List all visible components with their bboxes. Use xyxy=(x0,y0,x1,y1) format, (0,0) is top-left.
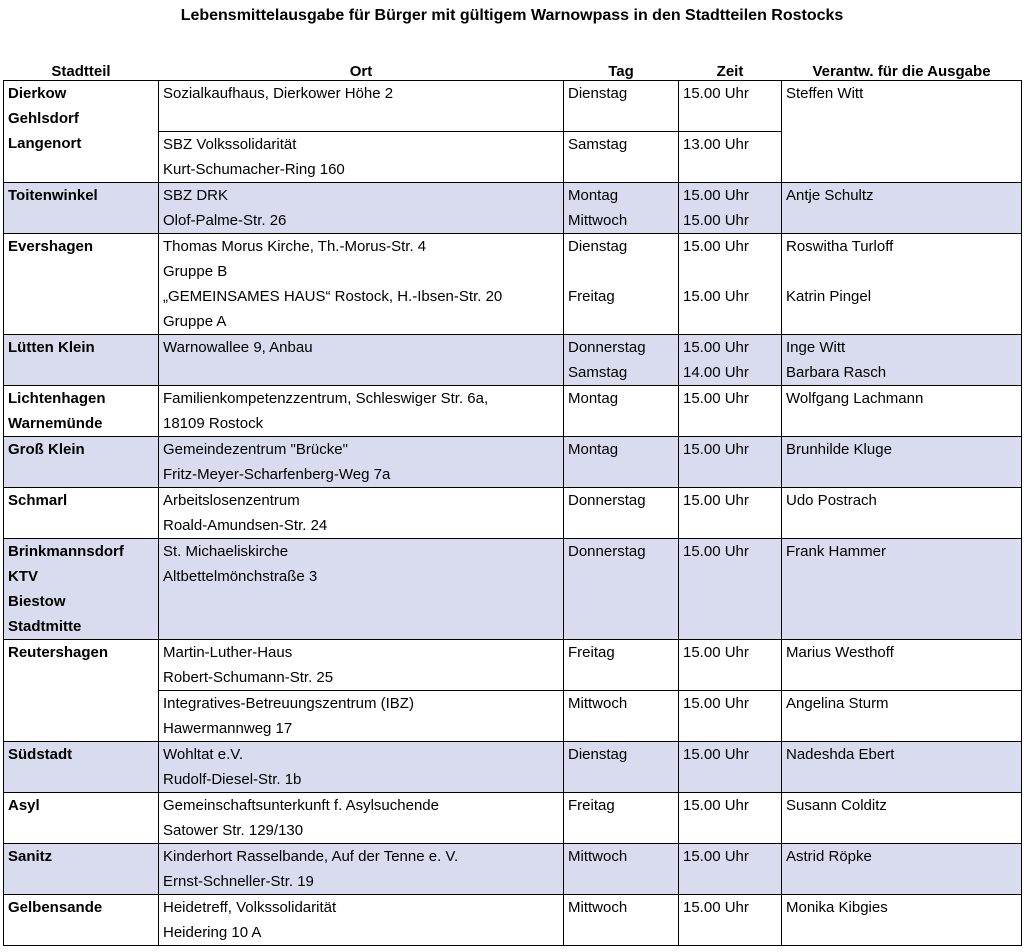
place-line: Fritz-Meyer-Scharfenberg-Weg 7a xyxy=(163,466,391,483)
header-zeit: Zeit xyxy=(716,63,744,80)
responsible-cell xyxy=(782,895,1022,946)
time-line: 15.00 Uhr xyxy=(683,492,749,509)
responsible-line: Barbara Rasch xyxy=(786,364,887,381)
table-row xyxy=(4,539,1022,640)
day-cell xyxy=(564,81,679,132)
time-line: 15.00 Uhr xyxy=(683,848,749,865)
district-cell xyxy=(4,386,159,437)
district-name: Reutershagen xyxy=(8,644,109,661)
day-line xyxy=(568,157,674,182)
time-line: 15.00 Uhr xyxy=(683,695,749,712)
time-line xyxy=(683,106,777,131)
time-line xyxy=(683,589,777,614)
district-name: Warnemünde xyxy=(8,415,103,432)
responsible-line: Roswitha Turloff xyxy=(786,238,894,255)
time-line xyxy=(683,564,777,589)
place-cell xyxy=(159,132,564,183)
time-cell xyxy=(679,691,782,742)
district-name: Sanitz xyxy=(8,848,53,865)
place-line: Roald-Amundsen-Str. 24 xyxy=(163,517,328,534)
day-line: Donnerstag xyxy=(568,543,646,560)
time-cell xyxy=(679,488,782,539)
table-row xyxy=(4,742,1022,793)
responsible-line: Inge Witt xyxy=(786,339,846,356)
responsible-line xyxy=(786,589,1017,614)
table-row xyxy=(4,895,1022,946)
district-cell xyxy=(4,183,159,234)
day-cell xyxy=(564,488,679,539)
time-cell xyxy=(679,386,782,437)
responsible-cell xyxy=(782,437,1022,488)
place-line: Warnowallee 9, Anbau xyxy=(163,339,313,356)
day-cell xyxy=(564,437,679,488)
district-name: KTV xyxy=(8,568,38,585)
place-cell xyxy=(159,539,564,640)
time-line: 15.00 Uhr xyxy=(683,187,749,204)
place-line: Familienkompetenzzentrum, Schleswiger Str. 6a, xyxy=(163,390,489,407)
header-stadtteil: Stadtteil xyxy=(51,63,111,80)
day-cell xyxy=(564,640,679,691)
day-cell xyxy=(564,793,679,844)
time-line: 15.00 Uhr xyxy=(683,746,749,763)
time-line xyxy=(683,513,777,538)
responsible-cell xyxy=(782,539,1022,640)
time-line: 15.00 Uhr xyxy=(683,441,749,458)
time-line: 15.00 Uhr xyxy=(683,85,749,102)
time-cell xyxy=(679,437,782,488)
day-line: Montag xyxy=(568,187,619,204)
responsible-line xyxy=(786,614,1017,639)
place-line: SBZ Volkssolidarität xyxy=(163,136,297,153)
place-line: Arbeitslosenzentrum xyxy=(163,492,300,509)
day-cell xyxy=(564,183,679,234)
time-cell xyxy=(679,640,782,691)
responsible-cell xyxy=(782,81,1022,183)
district-cell xyxy=(4,742,159,793)
place-line: Wohltat e.V. xyxy=(163,746,244,763)
district-name: Langenort xyxy=(8,135,82,152)
time-line xyxy=(683,818,777,843)
day-line xyxy=(568,767,674,792)
time-line xyxy=(683,920,777,945)
district-name: Gehlsdorf xyxy=(8,110,79,127)
place-cell xyxy=(159,335,564,386)
day-line: Dienstag xyxy=(568,238,628,255)
day-line xyxy=(568,513,674,538)
place-line: Rudolf-Diesel-Str. 1b xyxy=(163,771,302,788)
time-cell xyxy=(679,335,782,386)
place-line: Altbettelmönchstraße 3 xyxy=(163,568,318,585)
day-cell xyxy=(564,335,679,386)
district-name: Dierkow xyxy=(8,85,67,102)
responsible-line: Katrin Pingel xyxy=(786,288,872,305)
place-line: Heidetreff, Volkssolidarität xyxy=(163,899,337,916)
responsible-cell xyxy=(782,691,1022,742)
district-cell xyxy=(4,81,159,183)
day-line xyxy=(568,920,674,945)
day-line xyxy=(568,665,674,690)
district-name: Brinkmannsdorf xyxy=(8,543,124,560)
table-row xyxy=(4,488,1022,539)
district-cell xyxy=(4,793,159,844)
responsible-line: Angelina Sturm xyxy=(786,695,889,712)
header-tag: Tag xyxy=(608,63,634,80)
table-row xyxy=(4,437,1022,488)
place-cell xyxy=(159,488,564,539)
responsible-line: Nadeshda Ebert xyxy=(786,746,895,763)
table-row xyxy=(4,640,1022,691)
table-row xyxy=(4,183,1022,234)
time-line xyxy=(683,157,777,182)
table-row xyxy=(4,335,1022,386)
day-cell xyxy=(564,386,679,437)
responsible-line xyxy=(786,818,1017,843)
responsible-line xyxy=(786,513,1017,538)
responsible-cell xyxy=(782,793,1022,844)
time-line xyxy=(683,716,777,741)
time-line: 15.00 Uhr xyxy=(683,543,749,560)
place-line: Ernst-Schneller-Str. 19 xyxy=(163,873,314,890)
place-cell xyxy=(159,793,564,844)
time-line: 15.00 Uhr xyxy=(683,238,749,255)
district-cell xyxy=(4,488,159,539)
place-cell xyxy=(159,386,564,437)
place-line: Hawermannweg 17 xyxy=(163,720,293,737)
day-cell xyxy=(564,234,679,335)
place-line: Thomas Morus Kirche, Th.-Morus-Str. 4 xyxy=(163,238,427,255)
district-name: Stadtmitte xyxy=(8,618,82,635)
district-cell xyxy=(4,895,159,946)
header-row xyxy=(4,55,1022,81)
time-line xyxy=(683,614,777,639)
place-cell xyxy=(159,742,564,793)
district-name: Asyl xyxy=(8,797,40,814)
day-cell xyxy=(564,742,679,793)
responsible-line: Susann Colditz xyxy=(786,797,887,814)
district-cell xyxy=(4,335,159,386)
header-ort: Ort xyxy=(349,63,373,80)
district-cell xyxy=(4,844,159,895)
time-line: 15.00 Uhr xyxy=(683,797,749,814)
responsible-line: Brunhilde Kluge xyxy=(786,441,892,458)
place-line: Kinderhort Rasselbande, Auf der Tenne e. V. xyxy=(163,848,459,865)
day-line: Mittwoch xyxy=(568,695,628,712)
table-row xyxy=(4,386,1022,437)
place-cell xyxy=(159,81,564,132)
place-cell xyxy=(159,895,564,946)
time-line: 15.00 Uhr xyxy=(683,288,749,305)
place-cell xyxy=(159,183,564,234)
table-row xyxy=(4,844,1022,895)
place-line: SBZ DRK xyxy=(163,187,229,204)
time-line: 15.00 Uhr xyxy=(683,644,749,661)
day-cell xyxy=(564,895,679,946)
place-line: Integratives-Betreuungszentrum (IBZ) xyxy=(163,695,414,712)
day-line: Samstag xyxy=(568,136,628,153)
time-cell xyxy=(679,539,782,640)
responsible-line: Wolfgang Lachmann xyxy=(786,390,924,407)
time-line: 15.00 Uhr xyxy=(683,212,749,229)
time-line xyxy=(683,665,777,690)
table-row xyxy=(4,234,1022,335)
day-line xyxy=(568,589,674,614)
place-line: Gruppe B xyxy=(163,263,228,280)
district-cell xyxy=(4,539,159,640)
responsible-line: Udo Postrach xyxy=(786,492,877,509)
district-cell xyxy=(4,640,159,742)
time-line xyxy=(683,411,777,436)
district-name: Lütten Klein xyxy=(8,339,95,356)
time-line: 15.00 Uhr xyxy=(683,899,749,916)
responsible-line: Antje Schultz xyxy=(786,187,874,204)
place-line: Robert-Schumann-Str. 25 xyxy=(163,669,334,686)
responsible-cell xyxy=(782,386,1022,437)
responsible-line xyxy=(786,208,1017,233)
table-row xyxy=(4,81,1022,132)
place-line: Gemeindezentrum "Brücke" xyxy=(163,441,348,458)
place-cell xyxy=(159,437,564,488)
day-line: Dienstag xyxy=(568,85,628,102)
district-name: Schmarl xyxy=(8,492,68,509)
day-line: Freitag xyxy=(568,288,615,305)
day-cell xyxy=(564,539,679,640)
day-line: Donnerstag xyxy=(568,492,646,509)
day-cell xyxy=(564,844,679,895)
responsible-line xyxy=(786,920,1017,945)
district-name: Gelbensande xyxy=(8,899,103,916)
time-cell xyxy=(679,81,782,132)
day-line xyxy=(568,106,674,131)
responsible-line: Steffen Witt xyxy=(786,85,864,102)
place-line: „GEMEINSAMES HAUS“ Rostock, H.-Ibsen-Str. 20 xyxy=(163,288,503,305)
place-line: Kurt-Schumacher-Ring 160 xyxy=(163,161,345,178)
day-cell xyxy=(564,132,679,183)
day-line: Mittwoch xyxy=(568,899,628,916)
place-cell xyxy=(159,691,564,742)
time-line xyxy=(683,259,777,284)
time-cell xyxy=(679,132,782,183)
district-cell xyxy=(4,234,159,335)
time-line xyxy=(683,309,777,334)
day-cell xyxy=(564,691,679,742)
responsible-line xyxy=(786,309,1017,334)
place-line xyxy=(163,106,559,131)
place-line: Satower Str. 129/130 xyxy=(163,822,304,839)
place-line: Olof-Palme-Str. 26 xyxy=(163,212,287,229)
time-line: 15.00 Uhr xyxy=(683,339,749,356)
responsible-line xyxy=(786,767,1017,792)
day-line: Dienstag xyxy=(568,746,628,763)
district-name: Groß Klein xyxy=(8,441,85,458)
responsible-line: Frank Hammer xyxy=(786,543,887,560)
responsible-cell xyxy=(782,183,1022,234)
place-cell xyxy=(159,234,564,335)
day-line xyxy=(568,564,674,589)
responsible-line xyxy=(786,869,1017,894)
responsible-line: Astrid Röpke xyxy=(786,848,872,865)
place-line: Gruppe A xyxy=(163,313,227,330)
place-cell xyxy=(159,844,564,895)
day-line: Freitag xyxy=(568,644,615,661)
day-line xyxy=(568,259,674,284)
responsible-line: Marius Westhoff xyxy=(786,644,894,661)
place-line: Gemeinschaftsunterkunft f. Asylsuchende xyxy=(163,797,439,814)
time-line: 14.00 Uhr xyxy=(683,364,749,381)
district-name: Biestow xyxy=(8,593,66,610)
time-cell xyxy=(679,793,782,844)
place-line xyxy=(163,589,559,614)
day-line xyxy=(568,309,674,334)
district-name: Südstadt xyxy=(8,746,73,763)
responsible-cell xyxy=(782,640,1022,691)
responsible-line xyxy=(786,462,1017,487)
place-line xyxy=(163,614,559,639)
time-cell xyxy=(679,895,782,946)
time-line xyxy=(683,462,777,487)
responsible-line: Monika Kibgies xyxy=(786,899,888,916)
day-line xyxy=(568,716,674,741)
time-cell xyxy=(679,844,782,895)
responsible-line xyxy=(786,411,1017,436)
time-cell xyxy=(679,234,782,335)
time-line xyxy=(683,869,777,894)
place-line: Heidering 10 A xyxy=(163,924,262,941)
responsible-cell xyxy=(782,742,1022,793)
place-line: 18109 Rostock xyxy=(163,415,264,432)
district-name: Toitenwinkel xyxy=(8,187,98,204)
table-row xyxy=(4,793,1022,844)
place-line: St. Michaeliskirche xyxy=(163,543,289,560)
responsible-cell xyxy=(782,844,1022,895)
place-line: Sozialkaufhaus, Dierkower Höhe 2 xyxy=(163,85,394,102)
day-line xyxy=(568,614,674,639)
day-line xyxy=(568,818,674,843)
district-name: Lichtenhagen xyxy=(8,390,106,407)
responsible-line xyxy=(786,259,1017,284)
day-line: Mittwoch xyxy=(568,212,628,229)
header-verantwortlich: Verantw. für die Ausgabe xyxy=(812,63,991,80)
day-line: Samstag xyxy=(568,364,628,381)
day-line: Freitag xyxy=(568,797,615,814)
responsible-line xyxy=(786,564,1017,589)
day-line xyxy=(568,411,674,436)
place-cell xyxy=(159,640,564,691)
responsible-line xyxy=(786,665,1017,690)
schedule-table xyxy=(3,55,1022,946)
day-line: Montag xyxy=(568,390,619,407)
day-line: Montag xyxy=(568,441,619,458)
day-line xyxy=(568,462,674,487)
district-cell xyxy=(4,437,159,488)
day-line xyxy=(568,869,674,894)
place-line: Martin-Luther-Haus xyxy=(163,644,293,661)
time-line: 13.00 Uhr xyxy=(683,136,749,153)
time-line: 15.00 Uhr xyxy=(683,390,749,407)
responsible-cell xyxy=(782,488,1022,539)
time-line xyxy=(683,767,777,792)
time-cell xyxy=(679,183,782,234)
day-line: Donnerstag xyxy=(568,339,646,356)
day-line: Mittwoch xyxy=(568,848,628,865)
place-line xyxy=(163,360,559,385)
responsible-cell xyxy=(782,234,1022,335)
time-cell xyxy=(679,742,782,793)
district-name: Evershagen xyxy=(8,238,94,255)
responsible-cell xyxy=(782,335,1022,386)
page-title: Lebensmittelausgabe für Bürger mit gültigem Warnowpass in den Stadtteilen Rostocks xyxy=(180,7,844,24)
responsible-line xyxy=(786,716,1017,741)
